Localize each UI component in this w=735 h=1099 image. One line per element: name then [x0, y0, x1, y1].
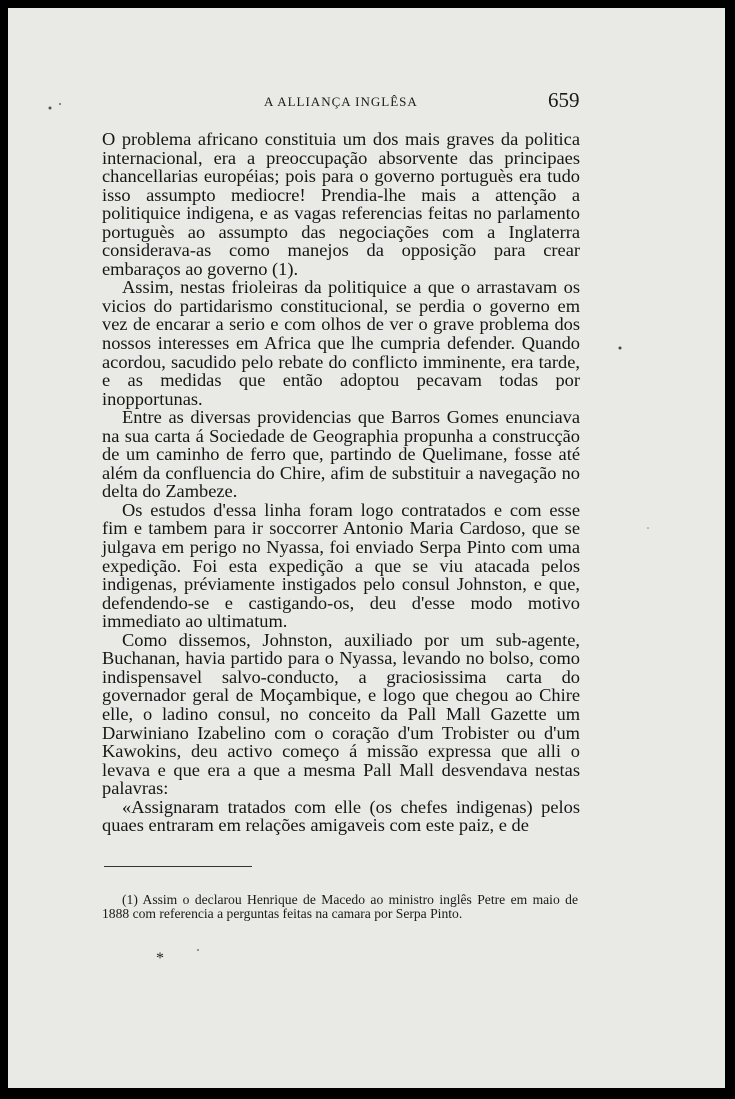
- paragraph: Como dissemos, Johnston, auxiliado por um sub-agente, Buchanan, havia partido para o Nyassa, levando no bolso, como indispensavel salvo-conducto, a graciosissima carta do governador geral de Moçambique, e logo que chegou ao Chire elle, o ladino consul, no conceito da Pall Mall Gazette um Darwiniano Izabelino com o coração d'um Trobister ou d'um Kawokins, deu activo começo á missão expressa que alli o levava e que era a que a mesma Pall Mall desvendava nestas palavras:: [102, 629, 580, 799]
- page-number: 659: [548, 88, 580, 112]
- speck: [197, 949, 199, 951]
- paragraph: O problema africano constituia um dos mais graves da politica internacional, era a preoccupação absorvente das principaes chancellarias européias; pois para o governo portuguès era tudo isso assumpto mediocre! Prendia-lhe mais a attenção a politiquice indigena, e as vagas referencias feitas no parlamento portuguès ao assumpto das negociações com a Inglaterra considerava-as como manejos da opposição para crear embaraços ao governo (1).: [102, 129, 580, 279]
- running-head: [8, 88, 725, 110]
- asterisk-ornament: *: [156, 950, 164, 967]
- scanned-page: [8, 8, 725, 1088]
- body-text: [102, 130, 580, 835]
- speck: [619, 347, 622, 350]
- paragraph: Os estudos d'essa linha foram logo contratados e com esse fim e tambem para ir soccorrer Antonio Maria Cardoso, que se julgava em perigo no Nyassa, foi enviado Serpa Pinto com uma expedição. Foi esta expedição a que se viu atacada pelos indigenas, préviamente instigados pelo consul Johnston, e que, defendendo-se e castigando-os, deu d'esse modo motivo immediato ao ultimatum.: [102, 499, 580, 632]
- paragraph: Assim, nestas frioleiras da politiquice a que o arrastavam os vicios do partidarismo constitucional, se perdia o governo em vez de encarar a serio e com olhos de ver o grave problema dos nossos interesses em Africa que lhe cumpria defender. Quando acordou, sacudido pelo rebate do conflicto imminente, era tarde, e as medidas que então adoptou pecavam todas por inopportunas.: [102, 277, 580, 409]
- paragraph: Entre as diversas providencias que Barros Gomes enunciava na sua carta á Sociedade de Geographia propunha a construcção de um caminho de ferro que, partindo de Quelimane, fosse até além da confluencia do Chire, afim de substituir a navegação no delta do Zambeze.: [102, 407, 580, 502]
- footnote: (1) Assim o declarou Henrique de Macedo ao ministro inglês Petre em maio de 1888 com referencia a perguntas feitas na camara por Serpa Pinto.: [102, 892, 578, 921]
- running-title: A ALLIANÇA INGLÊSA: [264, 94, 418, 109]
- paragraph: «Assignaram tratados com elle (os chefes indigenas) pelos quaes entraram em relações amigaveis com este paiz, e de: [102, 796, 580, 836]
- footnote-rule: [104, 866, 252, 867]
- speck: [647, 527, 649, 529]
